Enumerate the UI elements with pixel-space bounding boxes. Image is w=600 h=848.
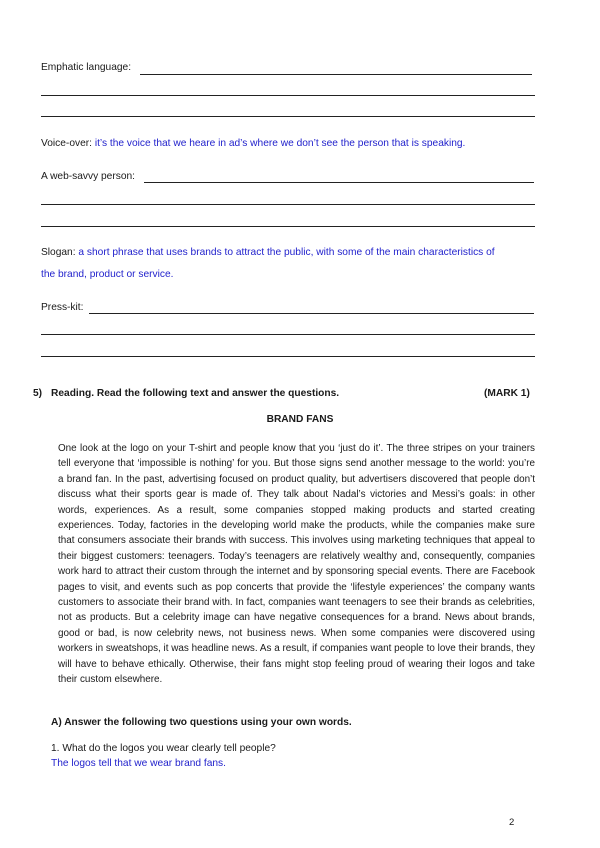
reading-passage: One look at the logo on your T-shirt and people know that you ‘just do it’. The three stripes on your trainers tell everyone that ‘impossible is nothing’ for you. But those signs send another message to the world: you’re a brand fan. In the past, advertising focused on product quality, but advertisers discovered that people don’t discuss what their sports gear is made of. They talk about Nadal’s victories and Messi’s goals: in other words, experiences. As a result, some companies stopped making products and started creating experiences. Today, factories in the developing world make the products, while the companies make sure that consumers associate their brands with success. This involves using marketing techniques that appeal to their biggest customers: teenagers. Today’s teenagers are relatively wealthy and, consequently, companies work hard to attract their custom through the internet and by sponsoring special events. There are Facebook pages to visit, and events such as pop concerts that provide the ‘lifestyle experiences’ the company wants customers to associate their brand with. In fact, companies want teenagers to see their brands as celebrities, not as products. But a celebrity image can have negative consequences for a brand. News about brands, good or bad, is now celebrity news, not business news. When some companies were discovered using workers in sweatshops, it was headline news. As a result, if companies want people to love their brands, they will have to behave ethically. Otherwise, their fans might stop feeling proud of wearing their logos and take their custom elsewhere. (58, 443, 535, 686)
slogan-answer-continued: the brand, product or service. (41, 269, 174, 280)
websavvy-answer-line[interactable] (41, 226, 535, 227)
section-number: 5) (33, 388, 43, 399)
websavvy-answer-line[interactable] (144, 182, 534, 183)
emphatic-answer-line[interactable] (41, 116, 535, 117)
emphatic-answer-line[interactable] (140, 74, 532, 75)
slogan-row (41, 247, 495, 258)
presskit-answer-line[interactable] (89, 313, 534, 314)
question-1: 1. What do the logos you wear clearly tell people? (51, 743, 276, 754)
answer-1: The logos tell that we wear brand fans. (51, 758, 226, 769)
websavvy-label: A web-savvy person: (41, 171, 135, 182)
websavvy-answer-line[interactable] (41, 204, 535, 205)
slogan-label: Slogan: (41, 247, 76, 258)
emphatic-language-label: Emphatic language: (41, 62, 132, 73)
presskit-answer-line[interactable] (41, 356, 535, 357)
section-heading: Reading. Read the following text and answer the questions. (51, 388, 340, 399)
reading-title: BRAND FANS (266, 414, 334, 425)
page-number: 2 (509, 817, 515, 828)
section-mark: (MARK 1) (484, 388, 530, 399)
emphatic-answer-line[interactable] (41, 95, 535, 96)
presskit-answer-line[interactable] (41, 334, 535, 335)
voiceover-label: Voice-over: (41, 138, 92, 149)
slogan-answer: a short phrase that uses brands to attract the public, with some of the main characteristics of (78, 247, 495, 258)
questions-instruction: A) Answer the following two questions using your own words. (51, 717, 352, 728)
voiceover-answer: it’s the voice that we heare in ad’s where we don’t see the person that is speaking. (94, 138, 466, 149)
voiceover-row (41, 138, 465, 149)
presskit-label: Press-kit: (41, 302, 84, 313)
